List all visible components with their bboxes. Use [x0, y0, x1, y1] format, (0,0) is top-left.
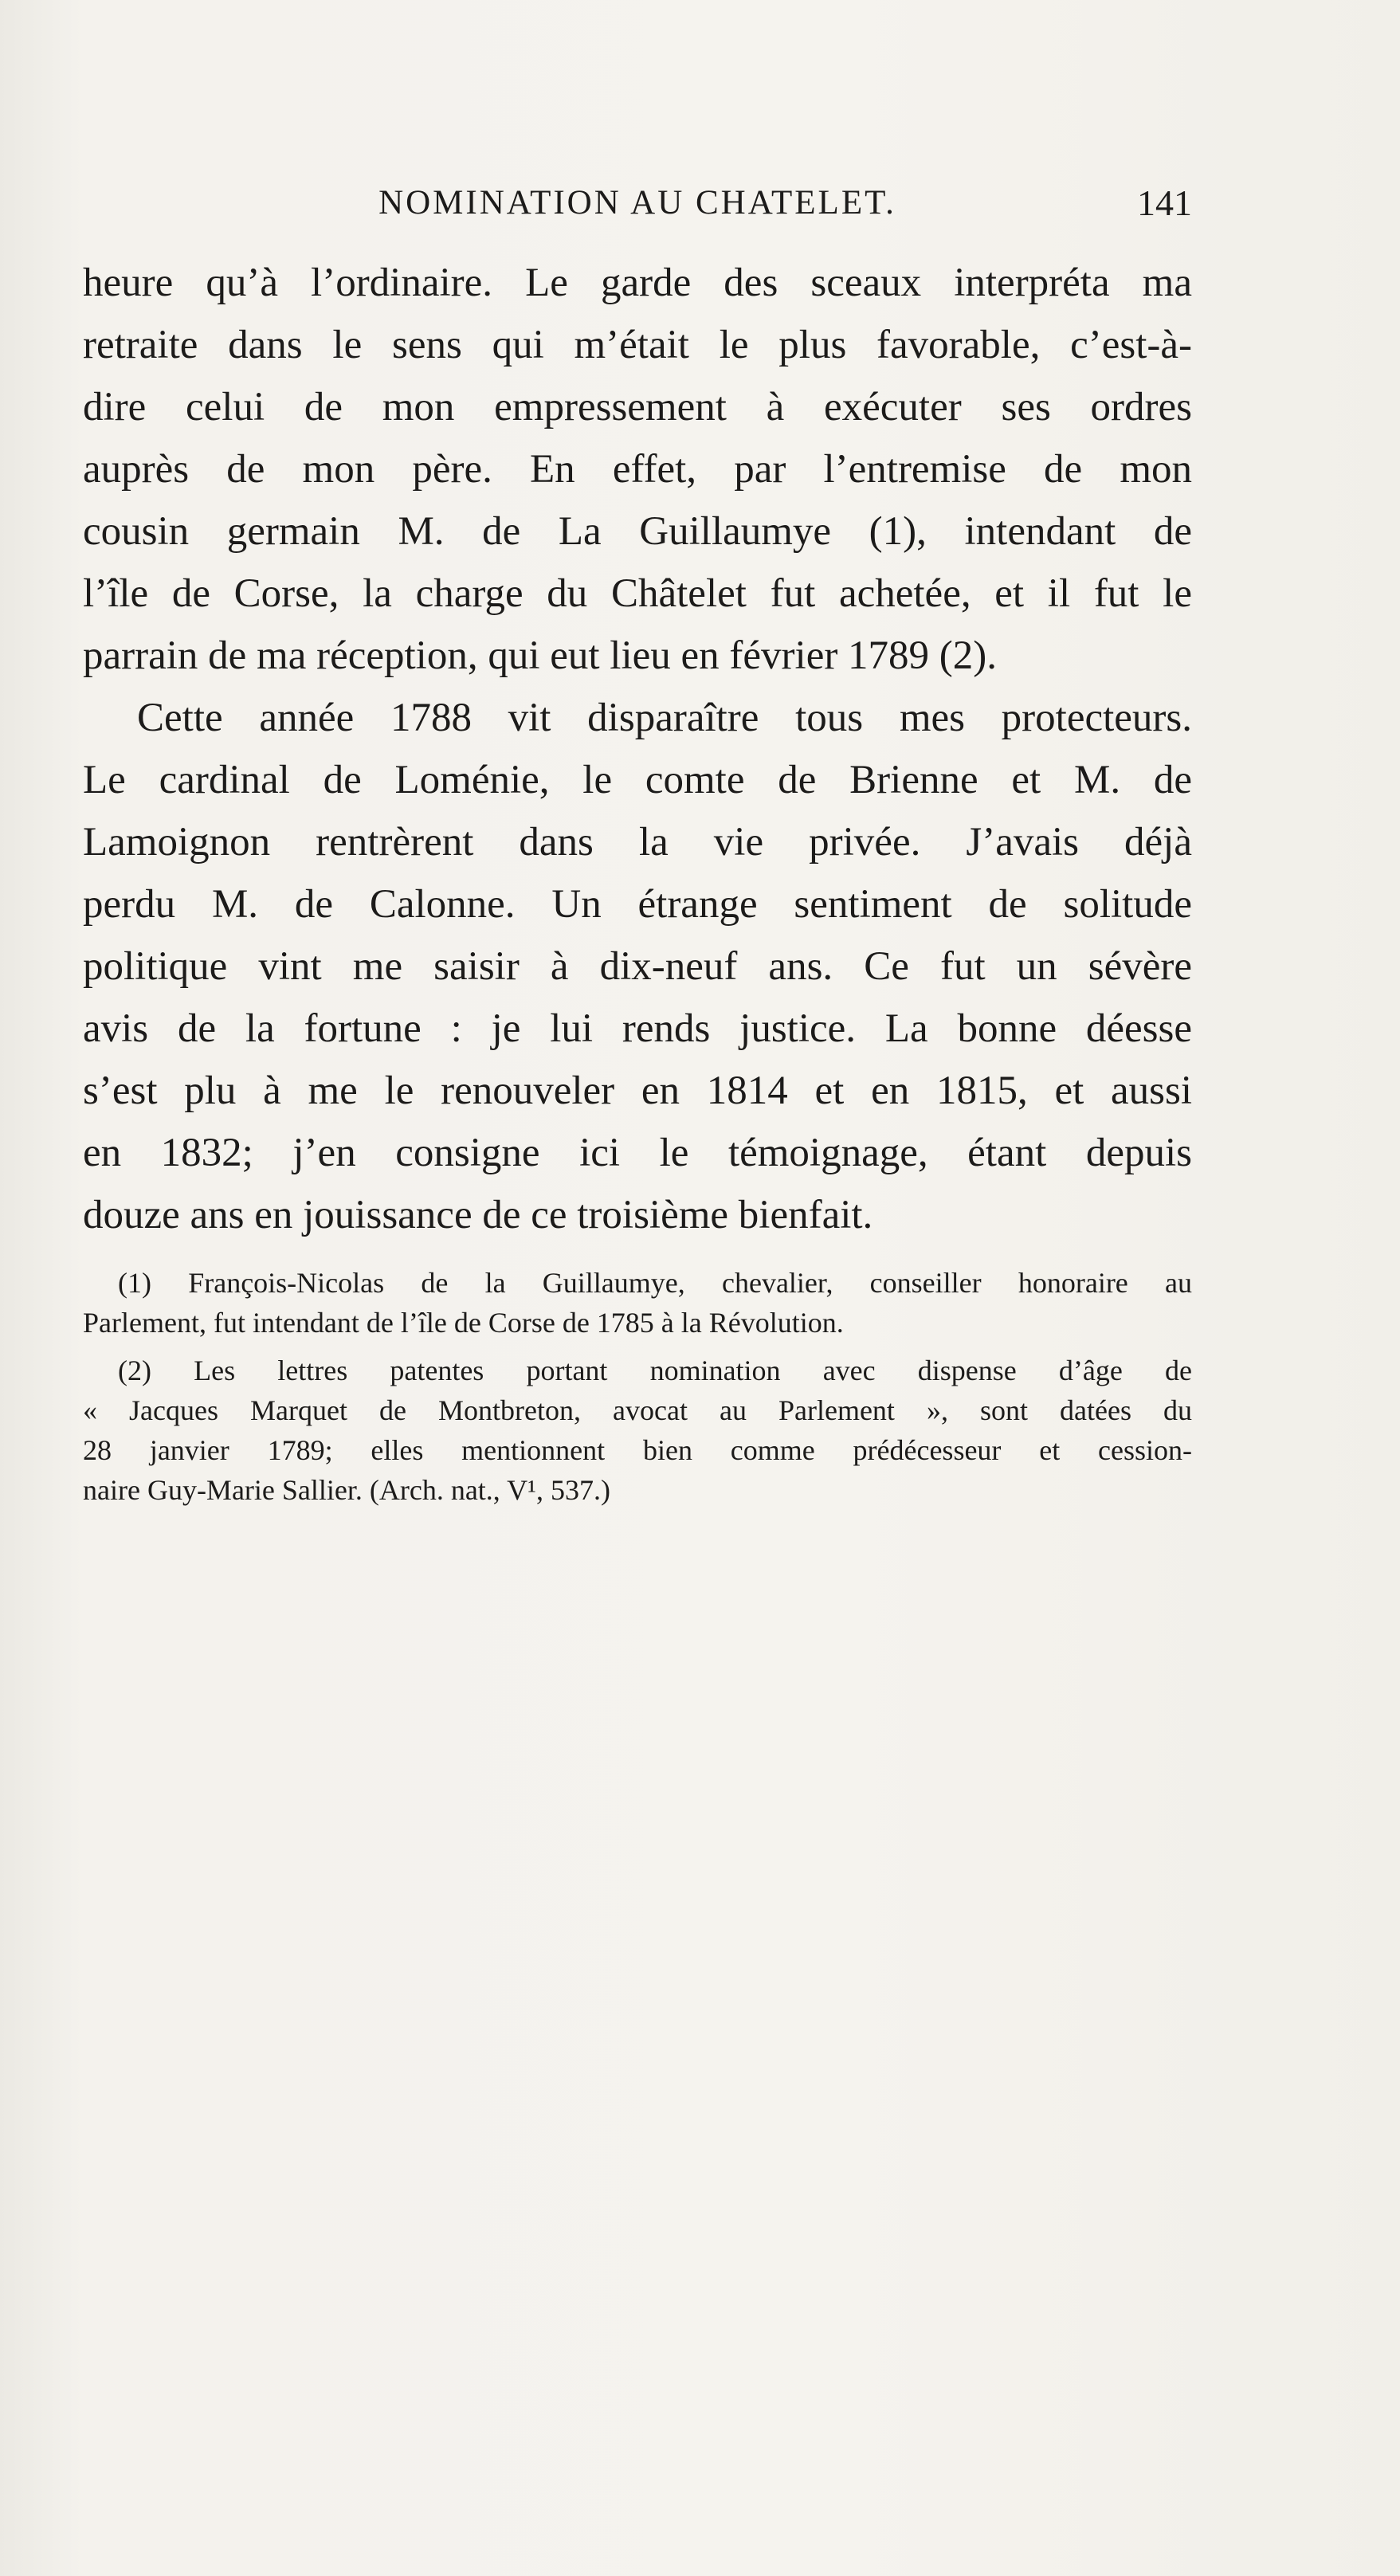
text-line: Lamoignon rentrèrent dans la vie privée. J’avais déjà: [83, 820, 1192, 865]
text-line: l’île de Corse, la charge du Châtelet fut achetée, et il fut le: [83, 571, 1192, 616]
running-title: NOMINATION AU CHATELET.: [378, 184, 896, 222]
footnote-2-line: « Jacques Marquet de Montbreton, avocat au Parlement », sont datées du: [83, 1394, 1192, 1426]
text-line: parrain de ma réception, qui eut lieu en février 1789 (2).: [83, 633, 998, 678]
text-line: retraite dans le sens qui m’était le plus favorable, c’est-à-: [83, 323, 1192, 367]
footnote-2-line: naire Guy-Marie Sallier. (Arch. nat., V¹, 537.): [83, 1474, 610, 1506]
text-line: auprès de mon père. En effet, par l’entremise de mon: [83, 447, 1192, 492]
footnote-1-line: (1) François-Nicolas de la Guillaumye, chevalier, conseiller honoraire au: [118, 1267, 1192, 1299]
text-line: douze ans en jouissance de ce troisième bienfait.: [83, 1193, 873, 1237]
footnotes: [83, 1263, 1192, 1510]
text-line: avis de la fortune : je lui rends justice. La bonne déesse: [83, 1006, 1192, 1051]
footnote-2-line: 28 janvier 1789; elles mentionnent bien comme prédécesseur et cession-: [83, 1434, 1192, 1466]
text-line: s’est plu à me le renouveler en 1814 et en 1815, et aussi: [83, 1068, 1192, 1113]
text-line: heure qu’à l’ordinaire. Le garde des sceaux interpréta ma: [83, 261, 1192, 305]
text-line: Cette année 1788 vit disparaître tous mes protecteurs.: [137, 696, 1192, 740]
page-header: [83, 177, 1192, 233]
text-line: politique vint me saisir à dix-neuf ans. Ce fut un sévère: [83, 944, 1192, 989]
text-line: dire celui de mon empressement à exécuter ses ordres: [83, 385, 1192, 429]
footnote-2-line: (2) Les lettres patentes portant nomination avec dispense d’âge de: [118, 1355, 1192, 1386]
text-line: cousin germain M. de La Guillaumye (1), intendant de: [83, 509, 1192, 554]
footnote-1-line: Parlement, fut intendant de l’île de Corse de 1785 à la Révolution.: [83, 1307, 844, 1339]
text-line: perdu M. de Calonne. Un étrange sentiment de solitude: [83, 882, 1192, 927]
page-number: 141: [1137, 182, 1192, 223]
text-line: en 1832; j’en consigne ici le témoignage, étant depuis: [83, 1131, 1192, 1175]
main-text: [83, 252, 1192, 1246]
text-line: Le cardinal de Loménie, le comte de Brienne et M. de: [83, 758, 1192, 802]
